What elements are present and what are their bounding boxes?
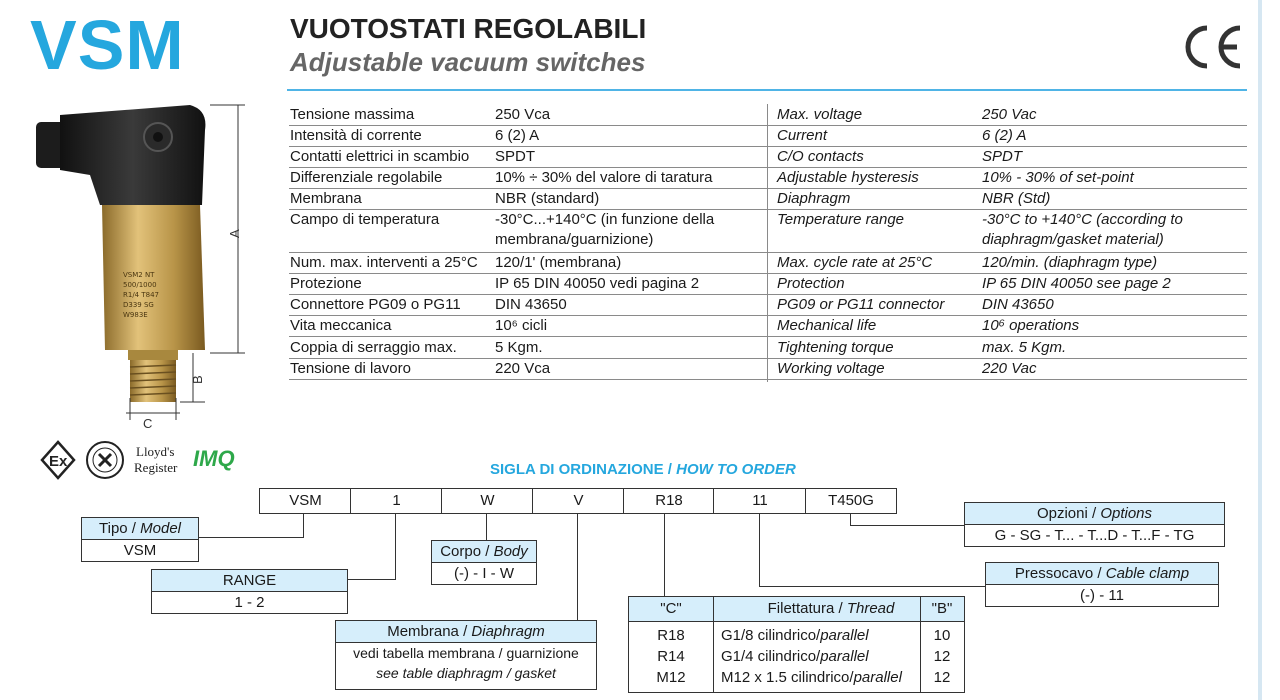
spec-row [289, 125, 1247, 147]
order-code-cell: T450G [805, 488, 897, 514]
spec-value-en: IP 65 DIN 40050 see page 2 [982, 275, 1171, 292]
spec-row [289, 358, 1247, 380]
spec-value-en: 10% - 30% of set-point [982, 169, 1134, 186]
thread-header-b: "B" [920, 597, 964, 622]
body-label-line: 500/1000 [123, 281, 157, 289]
lloyds-register-logo [134, 444, 178, 475]
spec-label-it: Tensione di lavoro [290, 360, 411, 377]
page-edge-bar [1258, 0, 1262, 700]
spec-label-it: Membrana [290, 190, 362, 207]
spec-value-en: 120/min. (diaphragm type) [982, 254, 1158, 271]
spec-value-en: 10⁶ operations [982, 317, 1080, 334]
spec-label-en: Protection [777, 275, 845, 292]
svg-text:Ex: Ex [49, 453, 68, 470]
spec-value-it: -30°C...+140°C (in funzione della membrana/guarnizione) [495, 211, 715, 248]
body-label-line: W983E [123, 311, 148, 319]
thread-code: M12 [656, 669, 686, 686]
order-code-cell: VSM [259, 488, 352, 514]
model-box [81, 517, 199, 562]
page-subtitle: Adjustable vacuum switches [290, 47, 646, 77]
cable-clamp-box [985, 562, 1219, 607]
body-label-line: VSM2 NT [123, 271, 155, 279]
spec-label-en: Adjustable hysteresis [777, 169, 919, 186]
thread-desc: G1/8 cilindrico/parallel [721, 627, 869, 644]
order-code-cell: 11 [713, 488, 807, 514]
spec-row [289, 146, 1247, 168]
spec-label-en: PG09 or PG11 connector [777, 296, 945, 313]
spec-value-en: -30°C to +140°C (according to diaphragm/gasket material) [982, 211, 1183, 248]
body-value: (-) - I - W [454, 565, 514, 582]
spec-row [289, 294, 1247, 316]
imq-logo: IMQ [193, 446, 235, 471]
clamp-header-en: Cable clamp [1105, 565, 1190, 582]
spec-row [289, 104, 1247, 126]
spec-value-it: 120/1' (membrana) [495, 254, 622, 271]
spec-value-it: 10% ÷ 30% del valore di taratura [495, 169, 713, 186]
spec-row [289, 273, 1247, 295]
clamp-value: (-) - 11 [1080, 587, 1124, 604]
spec-value-it: SPDT [495, 148, 536, 165]
model-value: VSM [123, 542, 157, 559]
thread-desc: G1/4 cilindrico/parallel [721, 648, 869, 665]
spec-value-en: 220 Vac [982, 360, 1037, 377]
order-title [490, 461, 796, 478]
spec-value-it: IP 65 DIN 40050 vedi pagina 2 [495, 275, 700, 292]
thread-b-value: 10 [933, 627, 951, 644]
thread-header-thread: Filettatura / Thread [713, 597, 949, 622]
header-divider [287, 89, 1247, 91]
dimension-label: B [190, 375, 205, 384]
spec-row [289, 188, 1247, 210]
diaphragm-box [335, 620, 597, 690]
dimension-label: C [143, 416, 153, 431]
thread-code: R18 [657, 627, 685, 644]
connector-body [60, 105, 205, 205]
spec-label-it: Intensità di corrente [290, 127, 422, 144]
spec-label-en: Max. voltage [777, 106, 863, 123]
atex-ex-icon [42, 442, 74, 478]
thread-b-value: 12 [933, 648, 951, 665]
clamp-header-it: Pressocavo / [1014, 565, 1102, 582]
order-code-cell: V [532, 488, 625, 514]
spec-row [289, 209, 1247, 253]
body-label-line: R1/4 T847 [123, 291, 159, 299]
diaphragm-header-it: Membrana / [387, 623, 468, 640]
spec-value-it: 220 Vca [495, 360, 551, 377]
thread-table [628, 596, 965, 693]
range-header: RANGE [152, 570, 347, 592]
options-box [964, 502, 1225, 547]
body-label-line: D339 SG [123, 301, 154, 309]
spec-label-en: Tightening torque [777, 339, 894, 356]
brand-name: VSM [30, 6, 185, 84]
spec-label-it: Num. max. interventi a 25°C [290, 254, 478, 271]
spec-value-it: 6 (2) A [495, 127, 540, 144]
thread-b-value: 12 [933, 669, 951, 686]
model-header-it: Tipo / [99, 520, 136, 537]
body-box [431, 540, 537, 585]
spec-label-it: Tensione massima [290, 106, 415, 123]
spec-label-it: Campo di temperatura [290, 211, 440, 228]
diaphragm-header-en: Diaphragm [471, 623, 545, 640]
order-code-cell: 1 [350, 488, 443, 514]
model-header-en: Model [140, 520, 181, 537]
svg-text:Lloyd's: Lloyd's [136, 444, 175, 459]
spec-label-en: Current [777, 127, 828, 144]
range-box [151, 569, 348, 614]
diaphragm-line1: vedi tabella membrana / guarnizione [353, 645, 579, 661]
spec-label-it: Connettore PG09 o PG11 [290, 296, 461, 313]
spec-label-it: Protezione [290, 275, 362, 292]
spec-label-it: Vita meccanica [290, 317, 392, 334]
body-header-it: Corpo / [440, 543, 490, 560]
spec-label-en: Mechanical life [777, 317, 877, 334]
options-header-en: Options [1100, 505, 1153, 522]
thread-desc: M12 x 1.5 cilindrico/parallel [721, 669, 902, 686]
spec-value-it: 5 Kgm. [495, 339, 543, 356]
thread-header-c: "C" [629, 597, 713, 622]
spec-column-divider [767, 104, 768, 382]
spec-value-en: 250 Vac [982, 106, 1037, 123]
order-title-en: HOW TO ORDER [676, 461, 796, 478]
spec-label-en: Working voltage [777, 360, 885, 377]
spec-row [289, 315, 1247, 337]
options-value: G - SG - T... - T...D - T...F - TG [994, 527, 1195, 544]
spec-label-en: Diaphragm [777, 190, 851, 207]
spec-label-it: Coppia di serraggio max. [290, 339, 457, 356]
spec-value-en: NBR (Std) [982, 190, 1051, 207]
spec-value-it: 10⁶ cicli [495, 317, 548, 334]
options-header-it: Opzioni / [1036, 505, 1097, 522]
spec-label-en: Max. cycle rate at 25°C [777, 254, 933, 271]
range-value: 1 - 2 [234, 594, 265, 611]
spec-row [289, 167, 1247, 189]
thread-code: R14 [657, 648, 685, 665]
product-drawing [30, 95, 260, 435]
spec-row [289, 337, 1247, 359]
spec-label-it: Differenziale regolabile [290, 169, 443, 186]
spec-label-en: Temperature range [777, 211, 905, 228]
page-title: VUOTOSTATI REGOLABILI [290, 13, 647, 44]
spec-row [289, 252, 1247, 274]
spec-value-en: DIN 43650 [982, 296, 1054, 313]
svg-text:Register: Register [134, 460, 178, 475]
spec-value-it: 250 Vca [495, 106, 551, 123]
spec-value-en: max. 5 Kgm. [982, 339, 1067, 356]
spec-label-en: C/O contacts [777, 148, 864, 165]
body-header-en: Body [493, 543, 528, 560]
spec-value-it: NBR (standard) [495, 190, 600, 207]
spec-value-it: DIN 43650 [495, 296, 567, 313]
order-code-cell: W [441, 488, 534, 514]
rina-seal-icon [87, 442, 123, 478]
spec-value-en: SPDT [982, 148, 1023, 165]
spec-label-it: Contatti elettrici in scambio [290, 148, 470, 165]
order-code-cell: R18 [623, 488, 715, 514]
dimension-label: A [227, 229, 242, 238]
ce-mark-icon [1180, 20, 1244, 74]
diaphragm-line2: see table diaphragm / gasket [376, 665, 556, 681]
spec-value-en: 6 (2) A [982, 127, 1027, 144]
order-title-it: SIGLA DI ORDINAZIONE / [490, 461, 672, 478]
